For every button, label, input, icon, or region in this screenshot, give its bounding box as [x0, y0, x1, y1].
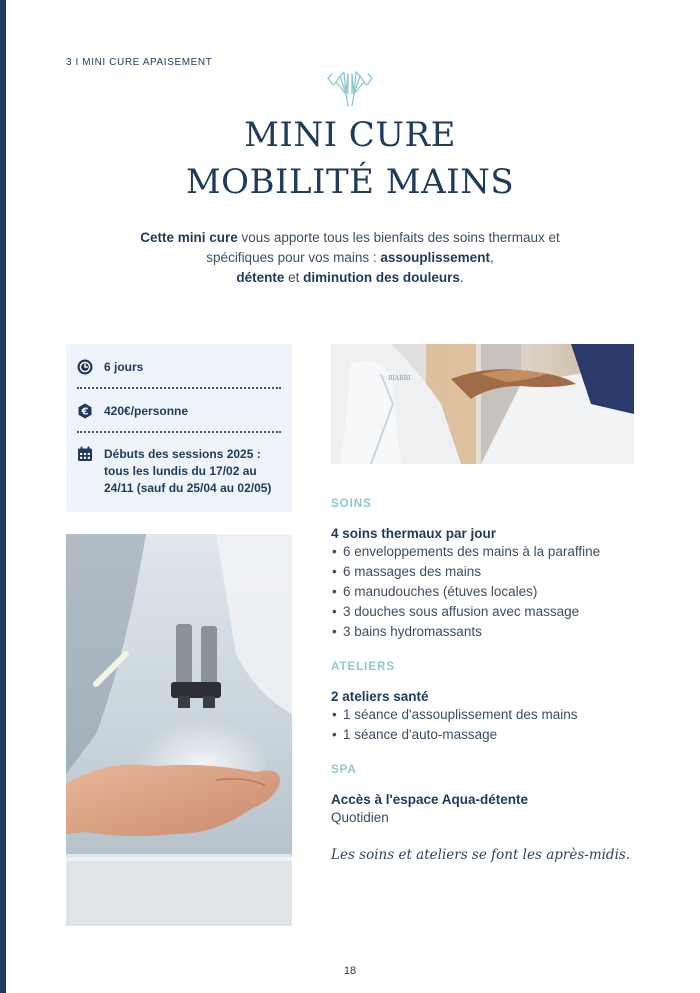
soins-heading: SOINS: [331, 498, 372, 510]
list-item: • 3 douches sous affusion avec massage: [331, 602, 641, 622]
intro-bold-2: assouplissement: [380, 250, 490, 265]
intro-text-1: vous apporte tous les bienfaits des soins thermaux et spécifiques pour vos mains :: [206, 230, 560, 265]
list-item: • 6 enveloppements des mains à la paraffine: [331, 542, 641, 562]
sessions-line-1: Débuts des sessions 2025 :: [104, 447, 261, 461]
spa-heading: SPA: [331, 764, 357, 776]
list-item: • 1 séance d'assouplissement des mains: [331, 705, 641, 725]
hands-holding-photo: [331, 344, 634, 464]
page-number: 18: [343, 965, 357, 977]
page-title: [0, 112, 700, 206]
title-line-2: MOBILITÉ MAINS: [185, 162, 515, 202]
breadcrumb: 3 I MINI CURE APAISEMENT: [66, 57, 213, 68]
svg-text:BIARRI: BIARRI: [388, 375, 411, 382]
info-sessions-row: [77, 446, 282, 497]
ateliers-subheading: 2 ateliers santé: [331, 689, 429, 704]
soins-section: [331, 498, 641, 642]
spa-frequency: Quotidien: [331, 810, 389, 825]
clock-icon: [77, 359, 93, 375]
program-details: [331, 498, 641, 863]
duration-text: 6 jours: [104, 360, 144, 374]
info-box: [66, 344, 292, 512]
info-price-row: [77, 403, 282, 420]
intro-paragraph: [130, 228, 570, 288]
spa-subheading: Accès à l'espace Aqua-détente: [331, 792, 529, 807]
intro-bold-3: détente: [236, 270, 285, 285]
intro-text-2: ,: [489, 250, 494, 265]
ateliers-section: [331, 661, 641, 745]
list-item: • 6 manudouches (étuves locales): [331, 582, 641, 602]
intro-bold-1: Cette mini cure: [140, 230, 238, 245]
sessions-text: [104, 446, 271, 497]
ateliers-list: [331, 705, 641, 745]
intro-bold-4: diminution des douleurs: [303, 270, 460, 285]
hand-mist-photo: [66, 534, 292, 926]
schedule-note: Les soins et ateliers se font les après-midis.: [331, 847, 631, 863]
list-item: • 1 séance d'auto-massage: [331, 725, 641, 745]
list-item: • 3 bains hydromassants: [331, 622, 641, 642]
sessions-line-3: 24/11 (sauf du 25/04 au 02/05): [104, 481, 272, 495]
praying-hands-icon: [322, 64, 378, 108]
spa-section: [331, 764, 641, 825]
ateliers-heading: ATELIERS: [331, 661, 396, 673]
dotted-divider: [77, 387, 281, 389]
soins-list: [331, 542, 641, 642]
list-item: • 6 massages des mains: [331, 562, 641, 582]
intro-text-4: .: [459, 270, 464, 285]
price-text: 420€/personne: [104, 404, 189, 418]
calendar-icon: [77, 446, 93, 462]
svg-text:€: €: [81, 406, 89, 418]
title-line-1: MINI CURE: [244, 115, 456, 155]
dotted-divider: [77, 431, 281, 433]
info-duration-row: [77, 359, 282, 376]
euro-icon: [77, 403, 93, 419]
intro-text-3: et: [284, 270, 304, 285]
sessions-line-2: tous les lundis du 17/02 au: [104, 464, 257, 478]
soins-subheading: 4 soins thermaux par jour: [331, 526, 497, 541]
